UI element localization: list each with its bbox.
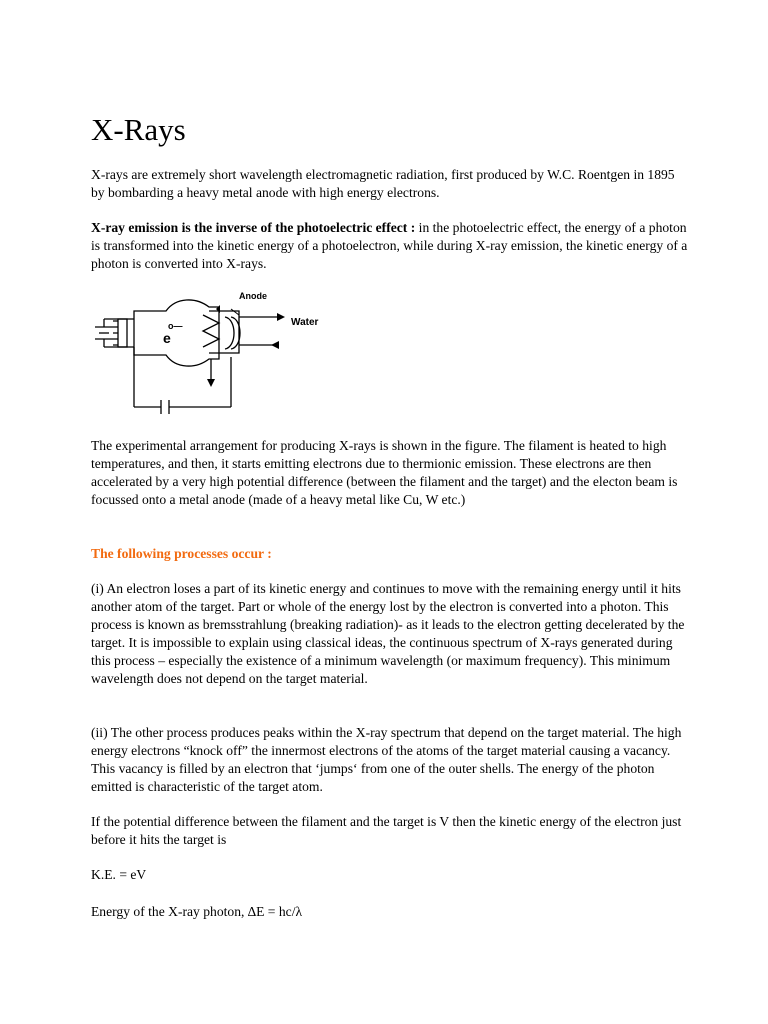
emission-text: in the photoelectric effect, the energy of a photon is transformed into the kinetic energy of a photoelectron, while during X-ray emission, the kinetic energy of a photon is converted into X-rays.: [91, 220, 688, 271]
page-title: X-Rays: [91, 112, 186, 147]
anode-label: Anode: [239, 291, 267, 301]
arrangement-paragraph: The experimental arrangement for producing X-rays is shown in the figure. The filament is heated to high temperatures, and then, it starts emitting electrons due to thermionic emission. These electrons are then accelerated by a very high potential difference (between the filament and the target) and the electon beam is focussed onto a metal anode (made of a heavy metal like Cu, W etc.): [91, 438, 678, 507]
emission-bold-lead: X-ray emission is the inverse of the photoelectric effect :: [91, 220, 416, 235]
water-label: Water: [291, 317, 319, 328]
process-1-paragraph: (i) An electron loses a part of its kinetic energy and continues to move with the remaining energy until it hits another atom of the target. Part or whole of the energy lost by the electron is converted into a photon. This process is known as bremsstrahlung (breaking radiation)- as it leads to the electron getting decelerated by the target. It is impossible to explain using classical ideas, the continuous spectrum of X-rays generated during this process – especially the existence of a minimum wavelength (or maximum frequency). This minimum wavelength does not depend on the target material.: [91, 581, 685, 686]
emission-paragraph: [91, 219, 691, 273]
process-2-paragraph: (ii) The other process produces peaks within the X-ray spectrum that depend on the target material. The high energy electrons “knock off” the innermost electrons of the atoms of the target material causing a vacancy. This vacancy is filled by an electron that ‘jumps‘ from one of the outer shells. The energy of the photon emitted is characteristic of the target atom.: [91, 725, 682, 794]
ke-equation: K.E. = eV: [91, 867, 147, 882]
intro-paragraph: X-rays are extremely short wavelength electromagnetic radiation, first produced by W.C. Roentgen in 1895 by bombarding a heavy metal anode with high energy electrons.: [91, 167, 675, 200]
potential-paragraph: If the potential difference between the filament and the target is V then the kinetic energy of the electron just before it hits the target is: [91, 814, 682, 847]
photon-energy-equation: Energy of the X-ray photon, ∆E = hc/λ: [91, 904, 303, 919]
electron-charge: o—: [168, 321, 183, 331]
electron-symbol: e: [163, 330, 171, 346]
xray-tube-diagram: [91, 287, 331, 417]
xray-tube-figure: [91, 287, 331, 417]
processes-heading: The following processes occur :: [91, 546, 272, 561]
